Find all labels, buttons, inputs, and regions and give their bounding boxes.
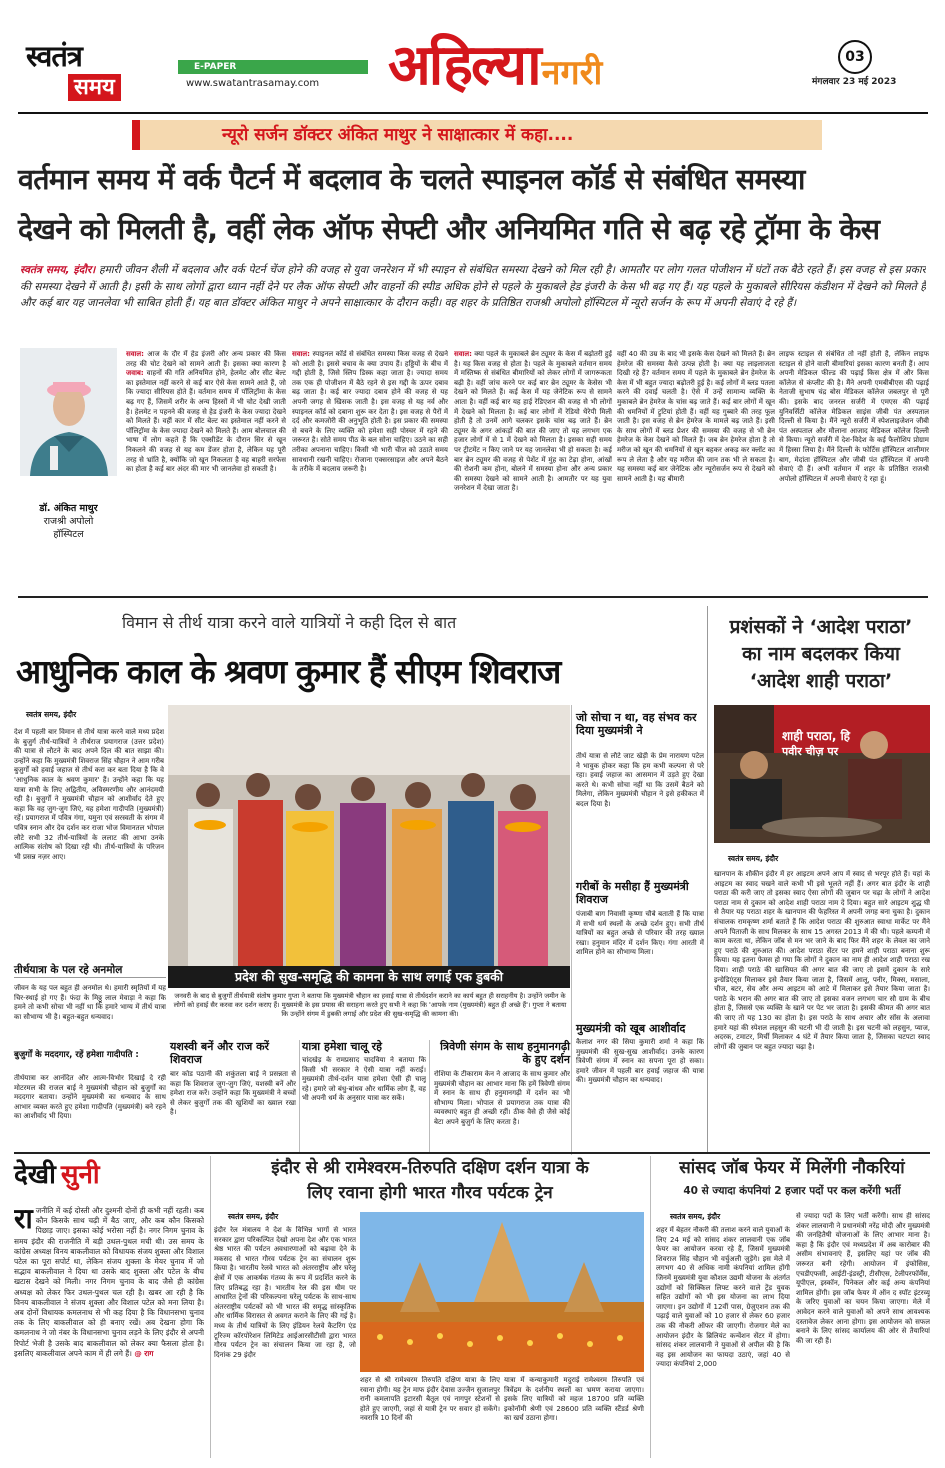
story2-body-3: तीर्थयात्रा कर आनंदित और आत्म-विभोर दिखाई दे रही मोटरमल की राजल बाई ने मुख्यमंत्री चौहान को बुजुर्गों का मददगार बताया। उन्होंने मुख्यमंत्री का धन्यवाद के साथ आभार व्यक्त करते हुए हमेशा गादीपति (मुख्यमंत्री) बने रहने का आशीर्वाद भी दिया। [14,1074,166,1121]
story4-body-2: शहर से श्री रामेश्वरम तिरुपति दक्षिण यात्रा के लिए रवाना होगी। यह ट्रेन माफ इंदौर देवास उज्जैन सुजालपुर रानी कमलापति इटारसी बैतूल एवं नागपुर स्टेशनों से होते हुए जाएगी, जहां से यात्री ट्रेन पर सवार हो सकेंगे। नवरात्रि 10 दिनों की [360,1376,500,1423]
story2-sub-7: गरीबों के मसीहा हैं मुख्यमंत्री शिवराज [576,880,689,906]
divider-2 [14,1152,930,1154]
story1-intro [20,262,926,342]
story4-dateline: स्वतंत्र समय, इंदौर [228,1212,279,1221]
story1-column-2: सवाल: स्पाइनल कॉर्ड से संबंधित समस्या किस वजह से देखने को आती है। इससे बचाव के क्या उपाय हैं। हड्डियों के बीच में गद्दी होती है, जिसे स्लिप डिस्क कहा जाता है। ज्यादा समय तक एक ही पोजीशन में बैठे रहने से इस गद्दी के ऊपर दबाव बढ़ जाता है। कई बार ज्यादा दबाव होने की वजह से यह अपनी जगह से खिसक जाती है। इस वजह से यह नर्व और स्पाइनल कॉर्ड को दबाना शुरू कर देता है। इस वजह से पैरों में दर्द और कमजोरी की अनुभूति होती है। इस प्रकार की समस्या से बचने के लिए व्यक्ति को हमेशा सही पोस्चर में रहने की जरूरत है। सोते समय पीठ के बल सोना चाहिए। उठने का सही तरीका अपनाना चाहिए। किसी भी भारी चीज को उठाते समय सावधानी रखनी चाहिए। रोजाना एक्सरसाइज और अपने बैठने के तरीके में बदलाव जरूरी है। [292,350,448,474]
story2-body-7: तीर्थ यात्रा से लौटे जाट खेड़ी के प्रेम नारायण पटेल ने भावुक होकर कहा कि हम कभी कल्पना से परे रहा। हवाई जहाज का आसमान में उड़ते हुए देखा करते थे। कभी सोचा नहीं था कि उसमें बैठने को मिलेगा, लेकिन मुख्यमंत्री चौहान ने इसे हकीकत में बदल दिया है। [576,752,704,808]
pilgrims-photo-caption: प्रदेश की सुख-समृद्धि की कामना के साथ लगाई एक डुबकी [168,966,570,988]
story3-headline: प्रशंसकों ने ‘आदेश पराठा’ का नाम बदलकर किया ‘आदेश शाही पराठा’ [729,616,913,692]
story2-sub-1: तीर्थयात्रा के पल रहे अनमोल [14,963,166,978]
story2-kicker: विमान से तीर्थ यात्रा करने वाले यात्रियों ने कही दिल से बात [122,613,457,632]
story2-sub-3: यशस्वी बनें और राज करें शिवराज [170,1040,270,1066]
caption-place: राजश्री अपोलो [43,516,94,527]
story5-body-2: से ज्यादा पदों के लिए भर्ती करेंगी। साथ ही सांसद शंकर लालवानी ने प्रधानमंत्री नरेंद्र मोदी और मुख्यमंत्री की जनहितैषी योजनाओं के लिए आभार माना है। कहा है कि इंदौर एवं मध्यप्रदेश में अब कारोबार की असीम संभावनाएं हैं, इसलिए यहां पर जॉब की जरूरत बनी रहेगी। आयोजन में इंफोसिस, एचडीएफसी, आईटी-इंडस्ट्री, टीसीएस, टेलीपरफॉर्मेंस, यूपीएल, इस्कॉन, पिनेकल और कई अन्य कंपनियां शामिल होंगी। इस जॉब फेयर में ऑन द स्पॉट इंटरव्यू के जरिए युवाओं का चयन किया जाएगा। मेले में आवेदन करने वाले युवाओं को अपने साथ आवश्यक दस्तावेज लेकर आना होगा। इस आयोजन को सफल बनाने के लिए सांसद कार्यालय की ओर से तैयारियां की जा रही हैं। [796,1212,930,1345]
story2-body-1: देश में पहली बार विमान से तीर्थ यात्रा करने वाले मध्य प्रदेश के बुजुर्ग तीर्थ-यात्रियों ने तीर्थराज प्रयागराज (उत्तर प्रदेश) की यात्रा से लौटने के बाद अपने दिल की बात साझा की। उन्होंने कहा कि मुख्यमंत्री शिवराज सिंह चौहान ने आम गरीब बुजुर्गों को हवाई जहाज से तीर्थ करा कर बता दिया है कि वे 'आधुनिक काल के श्रवण कुमार' हैं। उन्होंने कहा कि यह यात्रा सभी के लिए अद्वितीय, अविस्मरणीय और आनंदमयी रही है। बुजुर्गों ने मुख्यमंत्री चौहान को आशीर्वाद देते हुए कहा कि वह जुग-जुग जिएं, यह हमेशा गादीपति (मुख्यमंत्री) रहें। प्रयागराज में पवित्र गंगा, यमुना एवं सरस्वती के संगम में पवित्र स्नान और देव दर्शन कर राजा भोज विमानतल भोपाल लौटे सभी 32 तीर्थ-यात्रियों के ललाट की आभा उनके आत्मिक संतोष को दिखा रही थी। तीर्थ-यात्रियों के परिजन भी प्रसन्न नज़र आए। [14,728,164,861]
story2-sub-6: जो सोचा न था, वह संभव कर दिया मुख्यमंत्री ने [576,711,697,737]
story2-body-5: चांदखेड़ के रामप्रसाद चादविया ने बताया कि किसी भी सरकार ने ऐसी यात्रा नहीं कराई। मुख्यमंत्री तीर्थ-दर्शन यात्रा हमेशा ऐसी ही चालू रहे। हमारे जो बंधु-बांधव और धार्मिक लोग हैं, वह भी अपनी धर्म के अनुसार यात्रा कर सकें। [302,1056,426,1103]
doctor-caption [20,502,117,541]
story1-column-3: सवाल: क्या पहले के मुकाबले ब्रेन ट्यूमर के केस में बढ़ोतरी हुई है। यह किस वजह से होता है। पहले के मुकाबले वर्तमान समय में मस्तिष्क से संबंधित बीमारियों को लेकर लोगों में जागरूकता बढ़ी है। वहीं जांच करने पर कई बार ब्रेन ट्यूमर के केसेस भी देखने को मिलते हैं। कई केस में यह जेनेटिक रूप से सामने आता है। वहीं कई बार यह हाई रेडिएशन की वजह से भी लोगों में देखने को मिलता है। कई बार लोगों में रेडियो थैरेपी मिली होती है तो उनमें आगे चलकर इसके चांस बढ़ जाते हैं। ब्रेन ट्यूमर के अगर आंकड़ों की बात की जाए तो यह लगभग एक हजार लोगों में से 1 में देखने को मिलता है। इसका सही समय पर ट्रीटमेंट न किए जाने पर यह जानलेवा भी हो सकता है। कई बार ब्रेन ट्यूमर की वजह से पेशेंट में मुंह का टेढ़ा होना, आंखों की रोशनी कम होना, बोलने में समस्या होना और अन्य प्रकार की समस्या देखने को सामने आती है। आमतौर पर यह युवा जनरेशन में देखा जाता है। [454,350,612,493]
paratha-photo [714,705,930,843]
website-link[interactable]: www.swatantrasamay.com [186,78,320,89]
page-number: 03 [838,40,872,74]
column-body: राजनीति में कई दोस्ती और दुश्मनी दोनों ही कभी नहीं रहती। कब कौन किसके साथ चढ़ी में बैठ जाए, और कब कौन किसको पिछाड़ जाए। इसका कोई भरोसा नहीं है। नगर निगम चुनाव के समय इंदौर की राजनीति में बड़ी उथल-पुथल मची थी। उस समय के कांग्रेस अध्यक्ष विनय बाकलीवाल को विधायक संजय शुक्ला और विशाल पटेल का पूरा सपोर्ट था, लेकिन संजय शुक्ला के मेयर चुनाव में जो सद्भाव बाकलीवाल ने दिया था उसके बाद शुक्ला और पटेल के बीच खटास देखने को मिली। नगर निगम चुनाव के बाद जैसे ही कांग्रेस अध्यक्ष को लेकर फिर उथल-पुथल चल रही है। खबर आ रही है कि विनय बाकलीवाल ने संजय शुक्ला और विशाल पटेल को मना लिया है। अब दोनों विधायक कमलनाथ से भी कह दिया है कि विधानसभा चुनाव तक के लिए बाकलीवाल को ही बनाए रखें। अब देखना होगा कि कमलनाथ ने जो नंबर के विधानसभा चुनाव लड़ने के लिए इंदौर से अपनी रिपोर्ट भेजी है उसके बाद बाकलीवाल को लेकर क्या फैसला होता है। इसलिए बाकलीवाल अपने काम में ही लगे हैं। @ राग [14,1206,204,1358]
story1-headline-1: वर्तमान समय में वर्क पैटर्न में बदलाव के चलते स्पाइनल कॉर्ड से संबंधित समस्या [18,163,805,196]
story2-headline: आधुनिक काल के श्रवण कुमार हैं सीएम शिवराज [16,652,560,691]
story4-body-3: यात्रा में कन्याकुमारी मदुराई रामेश्वरम तिरुपति एवं त्रिवेंद्रम के दर्शनीय स्थलों का भ्रमण कराया जाएगा। इसके लिए यात्रियों को महज 18700 प्रति व्यक्ति इकोनॉमी श्रेणी एवं 28600 प्रति व्यक्ति स्टैंडर्ड श्रेणी का खर्च उठाना होगा। [504,1376,644,1423]
story2-body-8: पंजाबी बाग निवासी कृष्णा चौबे बताती हैं कि यात्रा में सभी धर्म स्थलों के अच्छे दर्शन हुए। सभी तीर्थ यात्रियों का बहुत अच्छे से परिवार की तरह ख्याल रखा। हनुमान मंदिर में दर्शन किए। गंगा आरती में शामिल होने का सौभाग्य मिला। [576,910,704,957]
story2-sub-8: मुख्यमंत्री को खूब आशीर्वाद [576,1022,686,1035]
brand-bottom: समय [68,74,121,101]
story2-sub-4: यात्रा हमेशा चालू रहे [302,1040,383,1053]
masthead-rule [18,112,928,114]
story1-column-5: लाइफ स्टाइल से संबंधित तो नहीं होती है, लेकिन लाइफ स्टाइल से होने वाली बीमारियां इसका कारण बनती हैं। आप अपनी मेडिकल फील्ड की पढ़ाई किस क्षेत्र में और किस कॉलेज से कंप्लीट की है। मैंने अपनी एमबीबीएस की पढ़ाई नेताजी सुभाष चंद्र बोस मेडिकल कॉलेज जबलपुर से पूरी की। इसके बाद जनरल सर्जरी में एमएस की पढ़ाई युनिवर्सिटी कॉलेज मेडिकल साइंस जीबी पंत अस्पताल दिल्ली से किया है। मैंने न्यूरो सर्जरी में स्पेशलाइजेशन जीबी पंत अस्पताल और मौलाना आजाद मेडिकल कॉलेज दिल्ली से किया। न्यूरो सर्जरी में देश-विदेश के कई फैलोशिप प्रोग्राम में हिस्सा लिया है। मैंने दिल्ली के फोर्टिस हॉस्पिटल शालीमार बाग, मेदांता हॉस्पिटल और जीबी पंत हॉस्पिटल में अपनी सेवाएं दी हैं। अभी वर्तमान में शहर के प्रतिष्ठित राजश्री अपोलो हॉस्पिटल में अपनी सेवाएं दे रहा हूं। [779,350,929,483]
caption-hospital: हॉस्पिटल [53,529,84,540]
story1-intro-text: हमारी जीवन शैली में बदलाव और वर्क पेटर्न चेंज होने की वजह से युवा जनरेशन में भी स्पाइन से संबंधित समस्या देखने को मिल रही है। आमतौर पर लोग गलत पोजीशन में घंटों तक बैठे रहते हैं। इस वजह से इस प्रकार की समस्या देखने में आती है। इसी के साथ लोगों द्वारा ध्यान नहीं देने पर लैक ऑफ सेफ्टी और वाहनों की स्पीड अधिक होने से पहले के मुकाबले हेड इंजरी के केस भी बढ़ गए हैं। यह पहले के मुकाबले सीरियस कंडीशन में देखने को मिलते हैं और कई बार यह जानलेवा भी साबित होती हैं। यह बात डॉक्टर अंकित माथुर ने अपने साक्षात्कार के दौरान कही। वह शहर के प्रतिष्ठित राजश्री अपोलो हॉस्पिटल में न्यूरो सर्जन के रूप में अपनी सेवाएं दे रहे हैं। [20,264,926,309]
column-title: देखी सुनी [14,1160,100,1190]
story1-column-1: सवाल: आज के दौर में हेड इंजरी और अन्य प्रकार की किस तरह की चोट देखने को सामने आती हैं। इसका क्या कारण है जवाब: वाहनों की गति अनियमित होने, हेलमेट और सीट बेल्ट का इस्तेमाल नहीं करने से कई बार ऐसे केस सामने आते हैं, जो कि ज्यादा सीरियस होते हैं। वर्तमान समय में पॉलिट्रॉमा के केस बढ़ गए हैं, जिसमें शरीर के अन्य हिस्सों में भी चोट देखी जाती है। हेलमेट न पहनने की वजह से हेड इंजरी के केस ज्यादा देखने को मिलते हैं। वहीं कार में सीट बेल्ट का इस्तेमाल नहीं करने से पॉलिट्रॉमा के केस ज्यादा देखने को मिलते हैं। आम बोलचाल की भाषा में लोग कहते हैं कि एक्सीडेंट के दौरान सिर से खून निकलने की वजह से यह कम डेंजर होता है, लेकिन यह पूरी तरह से भ्रांति है, क्योंकि जो खून निकलता है वह बाहरी सरफेस का होता है कई बार अंदर की मार भी जानलेवा हो सकती है। [126,350,286,474]
epaper-badge: E-PAPER [178,60,368,74]
story1-kicker [132,120,822,150]
story2-body-9: कैलाश नगर की सिया कुमारी शर्मा ने कहा कि मुख्यमंत्री की सुख-सुख आशीर्वाद। उनके कारण त्रिवेणी संगम में स्नान का सपना पूरा हो सका। हमारे जीवन में पहली बार हवाई जहाज की यात्रा की। मुख्यमंत्री चौहान का धन्यवाद। [576,1038,704,1085]
masthead-title [388,30,778,108]
divider-1 [18,596,928,598]
title-main: अहिल्या [388,33,540,98]
story5-headline: सांसद जॉब फेयर में मिलेंगी नौकरियां [679,1158,905,1178]
paratha-sign: शाही पराठा, हि [782,729,851,743]
story3-body: खानपान के शौकीन इंदौर में हर आइटम अपने आप में स्वाद से भरपूर होते हैं। यहां के आइटम का स्वाद चखने वाले कभी भी इसे भूलते नहीं हैं। अगर बात इंदौर के शाही पराठा की करी जाए तो इसका स्वाद ऐसा लोगों की जुबान पर चढ़ा के लोगों ने आदेश पराठा नाम से दुकान को आदेश शाही पराठा नाम दे दिया। बहुत सारे आइटम शुद्ध घी से तैयार यह पराठा शहर के खानपान की फेहरिस्त में अपनी जगह बना चुका है। दुकान संचालक रामकृष्ण शर्मा बताते हैं कि आदेश पराठा की शुरुआत स्वाधा मार्केट पर मैंने अपने पिताजी के साथ मिलकर के साथ 15 अगस्त 2013 में की थी। पहले कम्पनी में काम करता था, लेकिन जॉब से मन भर जाने के बाद फिर मैंने शहर के लेवल का जाने हुए पराठे की शुरुआत की। आदेश पराठा सेंटर पर हमने शाही पराठा बनाना शुरू किया। यह इतना फेमस हो गया कि लोगों ने दुकान का नाम ही आदेश शाही पराठा रख दिया। शाही पराठे की खासियत की अगर बात की जाए तो इसमें दुकान के सारे इन्ग्रेडिएंट्स मिलाकर इसे तैयार किया जाता है, जिसमें आलू, पनीर, मिक्स, मसाला, चीज, बटर, सेव और अन्य आइटम को आटे में मिलाकर इसे तैयार किया जाता है। पराठे के भरान की अगर बात की जाए तो इसका वजन लगभग चार सौ ग्राम के बीच होता है, जिससे एक व्यक्ति के खाने पर पेट भर जाता है। इसकी कीमत की अगर बात की जाए तो यह 130 का होता है। इस पराठे के साथ अचार और सॉस के अलावा हमारे यहां की स्पेशल लहसुन की चटनी भी दी जाती है। इस चटनी को लहसुन, प्याज, अदरक, टमाटर, मिर्ची मिलाकर 4 घंटे में तैयार किया जाता है, जिसका चटपटा स्वाद लोगों की जुबान पर बहुत ज्यादा चढ़ा है। [714,870,930,1051]
brand-logo [26,40,146,110]
issue-date: मंगलवार 23 मई 2023 [812,77,897,87]
story2-photo-text: जनवरी के बाद से बुजुर्गों तीर्थयात्री संतोष कुमार गुप्ता ने बताया कि मुख्यमंत्री चौहान का हवाई यात्रा से तीर्थदर्शन कराने का कार्य बहुत ही सराहनीय है। उन्होंने जमीन के लोगों को हवाई सैर करवा कर दर्शन कराए हैं। मुख्यमंत्री के इस प्रयास की सराहना करते हुए सभी ने कहा कि 'आपके नाम (मुख्यमंत्री) बहुत ही अच्छे हैं'। गुप्ता ने बताया कि उन्होंने संगम में डुबकी लगाई और प्रदेश की सुख-समृद्धि की कामना की। [173,992,567,1019]
story2-sub-5: त्रिवेणी संगम के साथ हनुमानगढ़ी के हुए दर्शन [440,1040,570,1066]
temple-photo [360,1212,644,1372]
caption-name: डॉ. अंकित माथुर [39,503,98,514]
doctor-photo [20,348,117,476]
brand-top: स्वतंत्र [26,39,82,73]
pilgrims-photo [168,705,570,967]
column-dropcap: रा [14,1206,33,1235]
story2-body-2: जीवन के यह पल बहुत ही अनमोल थे। हमारी स्मृतियों में यह चिर-स्थाई हो गए हैं। फंदा के मिठ्ठू लाल मेवाड़ा ने कहा कि हमने तो कभी सोचा भी नहीं था कि हमारे भाग्य में तीर्थ यात्रा का सौभाग्य भी है। बहुत-बहुत धन्यवाद। [14,984,166,1021]
story1-column-4: वहीं 40 की उम्र के बाद भी इसके केस देखने को मिलते हैं। ब्रेन हेमरेज की समस्या कैसे उत्पन्न होती है। क्या यह लाइलाजता दिखी रहे हैं? वर्तमान समय में पहले के मुकाबले ब्रेन हेमरेज के केस में भी बहुत ज्यादा बढ़ोतरी हुई है। कई लोगों में ब्लड पतला करने की दवाई चलती है। ऐसे में उन्हें सामान्य व्यक्ति के मुकाबले ब्रेन हेमरेज के चांस बढ़ जाते हैं। कई बार लोगों में खून की धमनियों में ट्रुटियां होती हैं। वहीं यह गुब्बारे की तरह फूल जाती है। इस वजह से ब्रेन हेमरेज के मामले बढ़ जाते हैं। इसी के साथ लोगों में ब्लड प्रेशर की समस्या की वजह से भी ब्रेन हेमरेज के केस देखने को मिलते हैं। जब ब्रेन हेमरेज होता है तो मरीज को खून की धमनियों से खून बहकर अकड़ कर क्लॉट का रूप ले लेता है और यह मरीज की जान तक भी ले सकता है। यह समस्या कई बार जेनेटिक और न्यूरोसर्जन रूप से देखने को सामने आती है। यह बीमारी [617,350,775,483]
story2-sub-2: बुजुर्गों के मददगार, रहें हमेशा गादीपति : [14,1050,139,1060]
story3-dateline: स्वतंत्र समय, इंदौर [728,854,779,863]
story5-body-1: शहर में बेहतर नौकरी की तलाश करने वाले युवाओं के लिए 24 मई को सांसद शंकर लालवानी एक जॉब फेयर का आयोजन करवा रहे हैं, जिसमें मुख्यमंत्री शिवराज सिंह चौहान भी वर्चुअली जुड़ेंगे। इस मेले में लगभग 40 से अधिक नामी कंपनियां शामिल होंगी जिनमें मुख्यमंत्री युवा कौशल उद्यमी योजना के अंतर्गत उद्योगों को सिक्किल लिफ्ट करने वाले ट्रेंड युवक सहित उद्योगों को भी इस योजना का लाभ दिया जाएगा। इन उद्योगों में 12वीं पास, ग्रेजुएशन तक की पढ़ाई वाले युवाओं को 10 हजार से लेकर 60 हजार तक की नौकरी ऑफर की जाएगी। रोजगार मेले का आयोजन इंदौर के ब्रिलियंट कन्वेंशन सेंटर में होगा। सांसद शंकर लालवानी ने युवाओं से अपील की है कि वह इस आयोजन का फायदा उठाएं, जहां 40 से ज्यादा कंपनियां 2,000 [656,1226,790,1369]
story5-subhead: 40 से ज्यादा कंपनियां 2 हजार पदों पर कल करेंगी भर्ती [683,1185,901,1197]
story4-headline: इंदौर से श्री रामेश्वरम-तिरुपति दक्षिण दर्शन यात्रा के लिए रवाना होगी भारत गौरव पर्यटक ट्रेन [271,1158,589,1203]
paratha-sign-2: पवीर चीज़ पर [782,745,839,758]
story2-body-6: रोशिया के टीकाराम केन ने आजाद के साथ कुमार और मुख्यमंत्री चौहान का आभार माना कि हमें त्रिवेणी संगम में स्नान के साथ ही हनुमानगढ़ी में दर्शन का भी सौभाग्य मिला। भोपाल से प्रयागराज तक यात्रा की व्यवस्थाएं बहुत ही अच्छी रहीं। ठीक वैसे ही जैसे कोई बेटा अपने बुजुर्ग के लिए करता है। [434,1070,570,1126]
story4-body-1: इंदौर रेल मंत्रालय ने देश के विभिन्न भागों से भारत सरकार द्वारा परिकल्पित देखो अपना देश और एक भारत श्रेष्ठ भारत की पर्यटन अवधारणाओं को बढ़ावा देने के मकसद से भारत गौरव पर्यटक ट्रेन का संचालन शुरू किया है। भारतीय रेलवे भारत को अंतरराष्ट्रीय और घरेलू क्षेत्रों में एक आकर्षक गंतव्य के रूप में प्रदर्शित करने के लिए प्रतिबद्ध रहा है। भारतीय रेल की इस थीम पर आधारित ट्रेनों की परिकल्पना घरेलू पर्यटक के साथ-साथ अंतरराष्ट्रीय पर्यटकों को भी भारत की समृद्ध सांस्कृतिक और धार्मिक विरासत से अवगत कराने के लिए की गई है। मध्य के तीर्थ यात्रियों के लिए इंडियन रेलवे कैटरिंग एंड टूरिज्म कॉरपोरेशन लिमिटेड आईआरसीटीसी द्वारा भारत गौरव पर्यटन ट्रेन का संचालन किया जा रहा है, जो दिनांक 29 इंदौर [214,1226,356,1359]
story5-dateline: स्वतंत्र समय, इंदौर [670,1212,721,1221]
story1-kicker-text: न्यूरो सर्जन डॉक्टर अंकित माथुर ने साक्षात्कार में कहा.... [222,125,574,145]
title-accent: नगरी [541,53,603,93]
story2-dateline: स्वतंत्र समय, इंदौर [26,710,77,719]
story1-headline-2: देखने को मिलती है, वहीं लेक ऑफ सेफ्टी और अनियमित गति से बढ़ रहे ट्रॉमा के केस [18,213,880,246]
masthead [0,0,945,112]
story1-dateline: स्वतंत्र समय, इंदौर। [20,264,96,276]
story2-body-4: बार कोड पठानी की शकुंतला बाई ने प्रसन्नता से कहा कि शिवराज जुग-जुग जिएं, यशस्वी बनें और हमेशा राज करें। उन्होंने कहा कि मुख्यमंत्री ने बच्चों से लेकर बुजुर्गों तक की खुशियों का ख्याल रखा है। [170,1070,296,1117]
